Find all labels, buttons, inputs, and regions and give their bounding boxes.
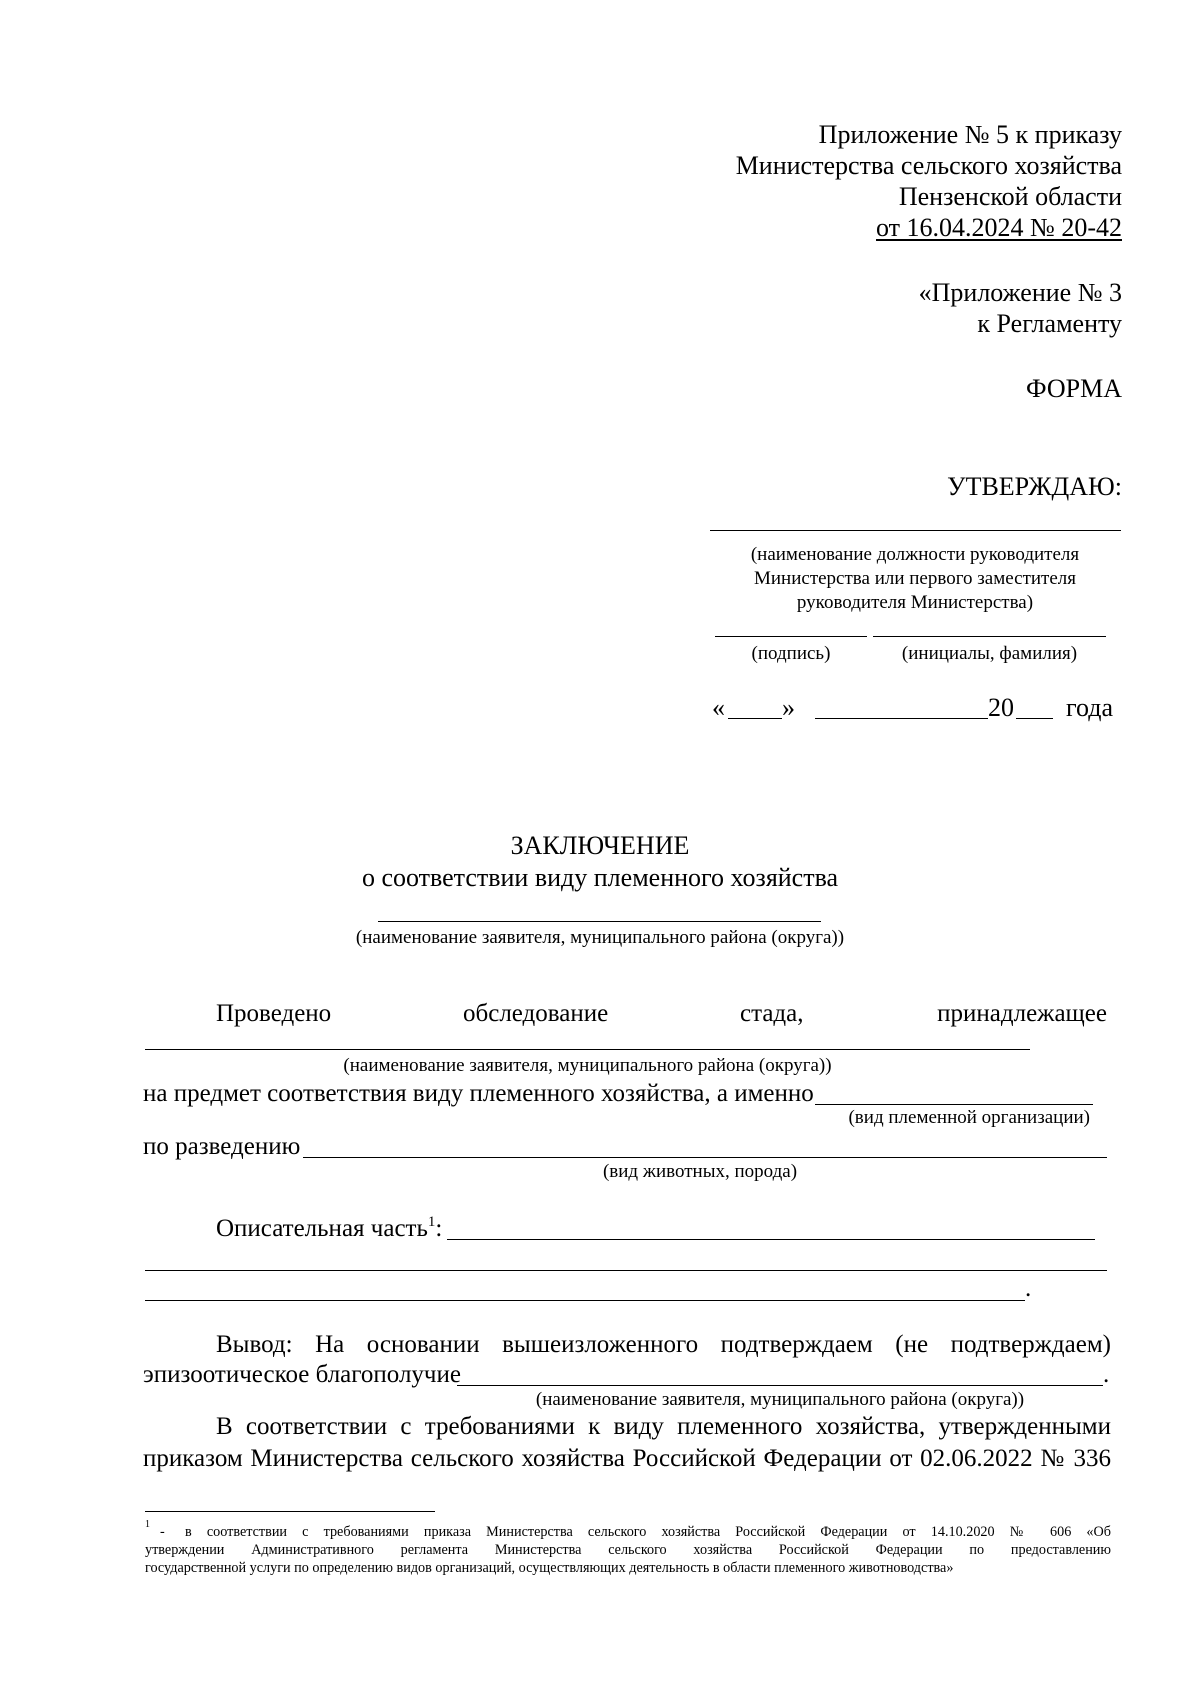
footnote-separator (145, 1511, 435, 1512)
breeding-hint: (вид животных, порода) (602, 1161, 798, 1182)
footnote-dash: - (160, 1524, 165, 1540)
owner-hint: (наименование заявителя, муниципального района (округа)) (343, 1055, 832, 1076)
description-line-3 (145, 1300, 1025, 1301)
year-line (1016, 718, 1053, 719)
owner-line (145, 1049, 1030, 1050)
appendix-line-1: Приложение № 5 к приказу (818, 120, 1122, 149)
conclusion-period: . (1103, 1361, 1110, 1388)
document-subtitle: о соответствии виду племенного хозяйства (361, 863, 839, 892)
p1-word-4: принадлежащее (937, 1000, 1107, 1027)
month-line (815, 718, 988, 719)
conclusion-line-2: эпизоотическое благополучие (143, 1361, 461, 1388)
organization-type-line (815, 1104, 1093, 1105)
date-quote-open: « (712, 693, 725, 722)
description-line-1 (447, 1239, 1095, 1240)
applicant-line (378, 921, 821, 922)
footnote-line-3: государственной услуги по определению видов организаций, осуществляющих деятельность в области племенного животноводства» (145, 1560, 954, 1576)
description-label: Описательная часть$^1$: (216, 1214, 443, 1242)
signature-line (715, 636, 867, 637)
name-line (873, 636, 1106, 637)
organization-type-hint: (вид племенной организации) (848, 1107, 1090, 1128)
appendix-line-3: Пензенской области (898, 182, 1122, 211)
footnote-marker: 1 (145, 1519, 150, 1530)
p1-word-1: Проведено (216, 1000, 332, 1027)
p1-word-3: стада, (740, 1000, 804, 1027)
wellbeing-line (457, 1385, 1103, 1386)
conclusion-line-1: Вывод: На основании вышеизложенного подтверждаем (не подтверждаем) (216, 1331, 1111, 1358)
position-hint-3: руководителя Министерства) (796, 592, 1034, 613)
description-line-2 (145, 1270, 1107, 1271)
footnote-ref: 1 (427, 1214, 436, 1230)
position-hint-2: Министерства или первого заместителя (753, 568, 1077, 589)
signature-hint: (подпись) (751, 643, 831, 664)
position-line (710, 530, 1121, 531)
footnote-line-2: утверждении Административного регламента Министерства сельского хозяйства Российской Федерации по предоставлению (145, 1542, 1111, 1558)
appendix-line-2: Министерства сельского хозяйства (735, 151, 1122, 180)
applicant-hint: (наименование заявителя, муниципального района (округа)) (355, 927, 845, 948)
description-period: . (1025, 1275, 1032, 1302)
name-hint: (инициалы, фамилия) (901, 643, 1078, 664)
requirements-line-2: приказом Министерства сельского хозяйства Российской Федерации от 02.06.2022 № 336 (143, 1445, 1111, 1472)
p1-word-2: обследование (463, 1000, 609, 1027)
wellbeing-hint: (наименование заявителя, муниципального района (округа)) (535, 1389, 1025, 1410)
position-hint-1: (наименование должности руководителя (750, 544, 1080, 565)
appendix-order-ref: от 16.04.2024 № 20-42 (876, 213, 1122, 242)
form-label: ФОРМА (1026, 374, 1122, 403)
year-prefix: 20 (988, 693, 1014, 722)
regulation-appendix-line-1: «Приложение № 3 (918, 278, 1122, 307)
year-suffix: года (1066, 693, 1114, 722)
footnote-line-1: в соответствии с требованиями приказа Министерства сельского хозяйства Российской Федерации от 14.10.2020 № 606 «Об (185, 1524, 1111, 1540)
breeding-line (303, 1157, 1107, 1158)
p3-text: по разведению (143, 1133, 301, 1160)
regulation-appendix-line-2: к Регламенту (977, 309, 1122, 338)
date-quote-close: » (782, 693, 795, 722)
document-title: ЗАКЛЮЧЕНИЕ (510, 831, 690, 860)
day-line (728, 718, 782, 719)
approve-title: УТВЕРЖДАЮ: (947, 472, 1122, 501)
requirements-line-1: В соответствии с требованиями к виду племенного хозяйства, утвержденными (216, 1413, 1111, 1440)
p2-text: на предмет соответствия виду племенного хозяйства, а именно (143, 1080, 814, 1107)
